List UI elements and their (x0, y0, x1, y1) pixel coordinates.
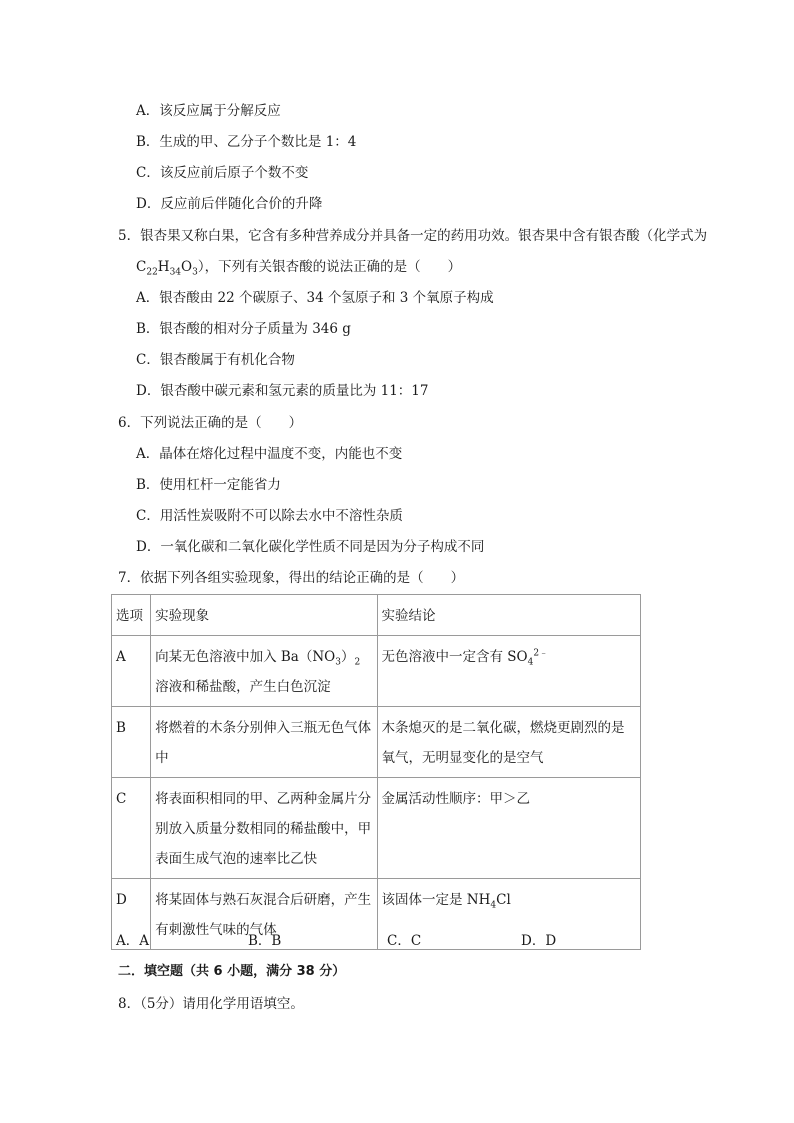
q5-stem-line1: 5．银杏果又称白果，它含有多种营养成分并具备一定的药用功效。银杏果中含有银杏酸（化学式为 (118, 228, 708, 244)
q5-option-a: A．银杏酸由 22 个碳原子、34 个氢原子和 3 个氧原子构成 (136, 290, 494, 306)
q4-option-d: D．反应前后伴随化合价的升降 (136, 196, 323, 212)
q7-choice-c: C．C (387, 933, 422, 949)
q7-choice-a: A．A (116, 933, 149, 949)
q6-option-c: C．用活性炭吸附不可以除去水中不溶性杂质 (136, 508, 403, 524)
table-row (112, 778, 641, 879)
header-phenomenon: 实验现象 (151, 595, 377, 636)
q4-option-a: A．该反应属于分解反应 (136, 103, 281, 119)
row-phenomenon: 将某固体与熟石灰混合后研磨，产生有刺激性气味的气体 (151, 879, 377, 950)
row-phenomenon: 将表面积相同的甲、乙两种金属片分别放入质量分数相同的稀盐酸中，甲表面生成气泡的速率比乙快 (151, 778, 377, 879)
row-conclusion: 木条熄灭的是二氧化碳，燃烧更剧烈的是氧气，无明显变化的是空气 (377, 707, 641, 778)
table-row (112, 879, 641, 950)
row-key: A (112, 636, 151, 707)
q7-table (111, 594, 641, 950)
row-key: C (112, 778, 151, 879)
q8-stem: 8．（5分）请用化学用语填空。 (118, 996, 304, 1012)
row-conclusion: 该固体一定是 $NH_4Cl$ (377, 879, 641, 950)
row-key: B (112, 707, 151, 778)
q4-option-b: B．生成的甲、乙分子个数比是 1：4 (136, 134, 357, 150)
q7-stem: 7．依据下列各组实验现象，得出的结论正确的是（ ） (118, 570, 465, 586)
q5-option-d: D．银杏酸中碳元素和氢元素的质量比为 11：17 (136, 383, 429, 399)
q5-stem-line2: $C_{22}H_{34}O_3$），下列有关银杏酸的说法正确的是（ ） (136, 259, 462, 278)
q7-choice-d: D．D (521, 933, 557, 949)
table-row (112, 636, 641, 707)
q6-option-b: B．使用杠杆一定能省力 (136, 477, 281, 493)
header-conclusion: 实验结论 (377, 595, 641, 636)
q5-formula: $C_{22}H_{34}O_3$ (136, 259, 198, 278)
table-header-row (112, 595, 641, 636)
header-option: 选项 (112, 595, 151, 636)
row-key: D (112, 879, 151, 950)
q6-stem: 6．下列说法正确的是（ ） (118, 415, 303, 431)
row-conclusion: 无色溶液中一定含有 $SO_4^{2﹣}$ (377, 636, 641, 707)
q5-option-b: B．银杏酸的相对分子质量为 346 g (136, 321, 351, 337)
row-phenomenon: 将燃着的木条分别伸入三瓶无色气体中 (151, 707, 377, 778)
q7-choice-b: B．B (248, 933, 282, 949)
q4-option-c: C．该反应前后原子个数不变 (136, 165, 309, 181)
q6-option-a: A．晶体在熔化过程中温度不变，内能也不变 (136, 446, 403, 462)
table-row (112, 707, 641, 778)
section-title: 二．填空题（共 6 小题，满分 38 分） (118, 964, 346, 979)
row-conclusion: 金属活动性顺序：甲＞乙 (377, 778, 641, 879)
q6-option-d: D．一氧化碳和二氧化碳化学性质不同是因为分子构成不同 (136, 539, 485, 555)
q5-option-c: C．银杏酸属于有机化合物 (136, 352, 295, 368)
row-phenomenon: 向某无色溶液中加入 $Ba(NO_3)_2$溶液和稀盐酸，产生白色沉淀 (151, 636, 377, 707)
